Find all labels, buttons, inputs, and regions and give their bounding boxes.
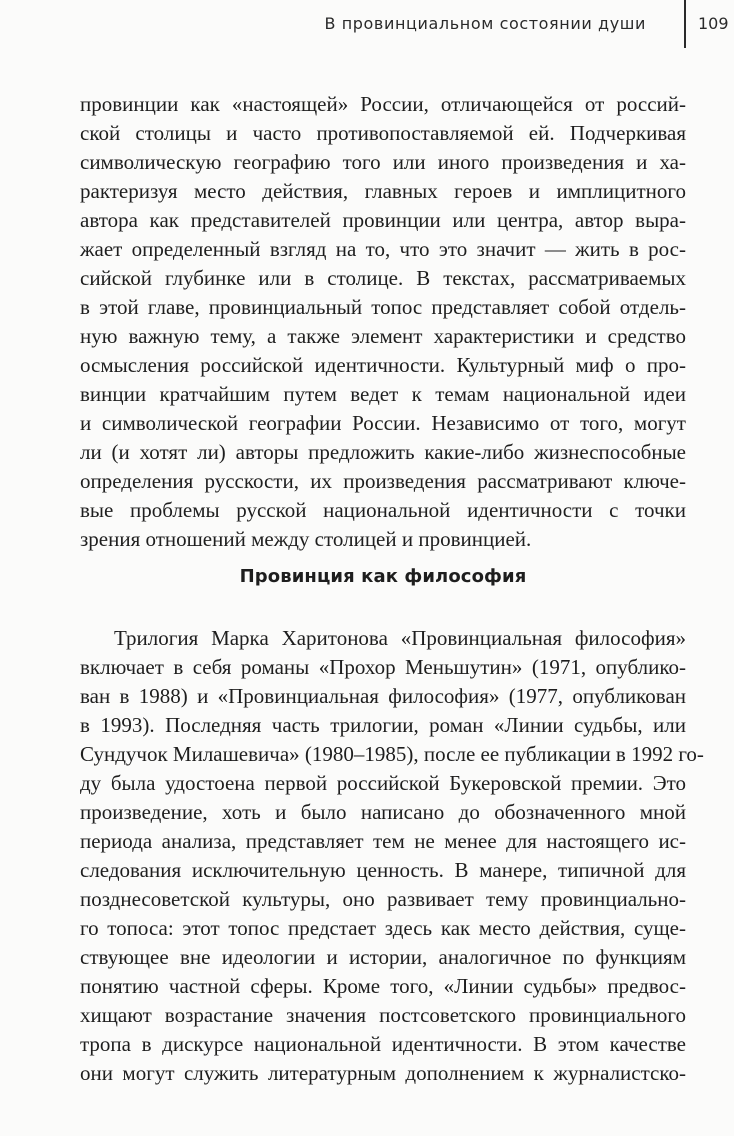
text-line: ской столицы и часто противопоставляемой ей. Подчеркивая [80,121,686,145]
section-heading: Провинция как философия [239,566,527,587]
text-line: тропа в дискурсе национальной идентичности. В этом качестве [80,1032,686,1056]
text-line: Трилогия Марка Харитонова «Провинциальная философия» [114,626,686,650]
text-line: сийской глубинке или в столице. В текстах, рассматриваемых [80,266,686,290]
text-line: ную важную тему, а также элемент характеристики и средство [80,324,686,348]
text-line: ли (и хотят ли) авторы предложить какие-либо жизнеспособные [80,440,686,464]
page-number: 109 [698,14,729,33]
header-divider [684,0,686,48]
text-line: винции кратчайшим путем ведет к темам национальной идеи [80,382,686,406]
text-line: зрения отношений между столицей и провинцией. [80,527,532,551]
text-line: понятию частной сферы. Кроме того, «Линии судьбы» предвос- [80,974,686,998]
text-line: они могут служить литературным дополнением к журналистско- [80,1061,686,1085]
text-line: произведение, хоть и было написано до обозначенного мной [80,800,686,824]
text-line: и символической географии России. Независимо от того, могут [80,411,686,435]
text-line: Сундучок Милашевича» (1980–1985), после ее публикации в 1992 го- [80,742,704,766]
text-line: вые проблемы русской национальной идентичности с точки [80,498,686,522]
text-line: осмысления российской идентичности. Культурный миф о про- [80,353,686,377]
text-line: ван в 1988) и «Провинциальная философия» (1977, опубликован [80,684,686,708]
text-line: в 1993). Последняя часть трилогии, роман «Линии судьбы, или [80,713,686,737]
text-line: символическую географию того или иного произведения и ха- [80,150,686,174]
text-line: хищают возрастание значения постсоветского провинциального [80,1003,686,1027]
running-head: В провинциальном состоянии души [324,14,646,33]
text-line: рактеризуя место действия, главных героев и имплицитного [80,179,686,203]
text-line: ду была удостоена первой российской Букеровской премии. Это [80,771,686,795]
text-line: провинции как «настоящей» России, отличающейся от россий- [80,92,686,116]
text-line: следования исключительную ценность. В манере, типичной для [80,858,686,882]
text-line: периода анализа, представляет тем не менее для настоящего ис- [80,829,686,853]
text-line: включает в себя романы «Прохор Меньшутин» (1971, опублико- [80,655,686,679]
text-line: в этой главе, провинциальный топос представляет собой отдель- [80,295,686,319]
text-line: ствующее вне идеологии и истории, аналогичное по функциям [80,945,686,969]
text-line: определения русскости, их произведения рассматривают ключе- [80,469,686,493]
text-line: автора как представителей провинции или центра, автор выра- [80,208,686,232]
paragraph-1 [80,90,686,554]
text-line: жает определенный взгляд на то, что это значит — жить в рос- [80,237,686,261]
text-line: го топоса: этот топос предстает здесь как место действия, суще- [80,916,686,940]
paragraph-2 [80,624,704,1088]
text-line: позднесоветской культуры, оно развивает тему провинциально- [80,887,686,911]
